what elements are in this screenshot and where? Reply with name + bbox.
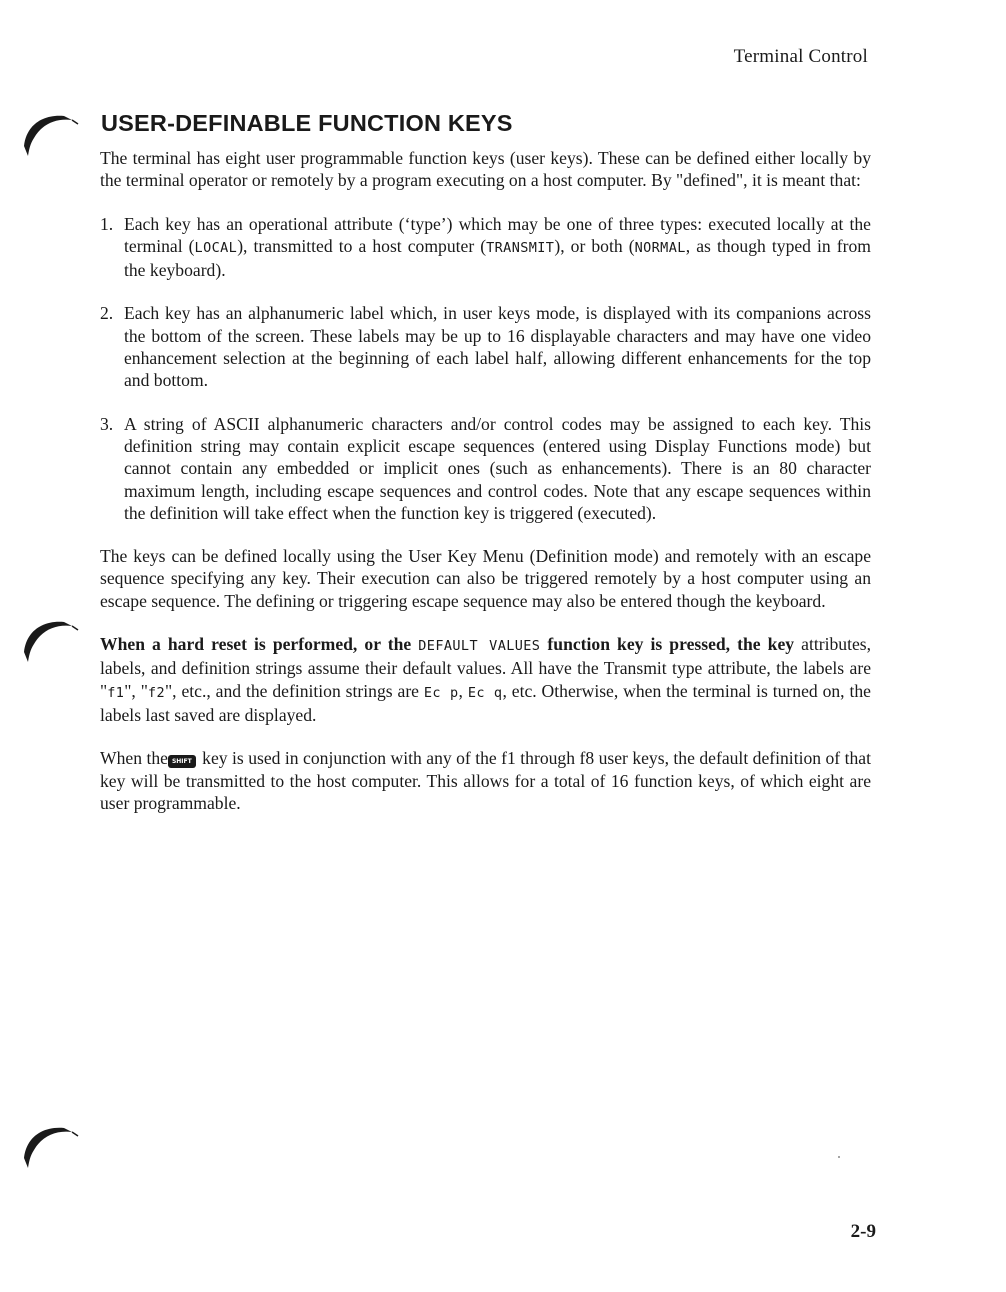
reset-paragraph [100,633,871,726]
code-transmit: TRANSMIT [486,239,555,256]
punch-hole-mark-middle [20,614,80,674]
list-item-text: ), transmitted to a host computer ( [237,235,487,256]
code-ec-p: Ec p [423,684,459,701]
reset-bold-text: When a hard reset is performed, or the [100,634,412,655]
reset-text: , [458,680,468,701]
shift-text: When the [100,748,168,769]
list-item-text: Each key has an operational attribute (‘type’) which may be one of three types: executed locally at the terminal ( [124,213,871,256]
list-item [100,302,871,391]
running-header: Terminal Control [733,46,868,67]
punch-hole-mark-bottom [20,1120,80,1180]
list-item [100,213,871,282]
list-item-text: Each key has an alphanumeric label which, in user keys mode, is displayed with its companions across the bottom of the screen. These labels may be up to 16 displayable characters and may have one video enhancement selection at the beginning of each label half, allowing different enhancements for the top and bottom. [124,303,871,391]
shift-text: key is used in conjunction with any of the f1 through f8 user keys, the default definition of that key will be transmitted to the host computer. This allows for a total of 16 function keys, of which eight are user programmable. [100,748,871,813]
list-item [100,413,871,524]
list-item-text: A string of ASCII alphanumeric characters and/or control codes may be assigned to each key. This definition string may contain explicit escape sequences (entered using Display Functions mode) but cannot contain any embedded or implicit ones (such as enhancements). There is an 80 character maximum length, including escape sequences and control codes. Note that any escape sequences within the definition will take effect when the function key is triggered (executed). [124,413,871,523]
list-number: 2. [100,303,114,324]
reset-text: ", etc., and the definition strings are [164,680,424,701]
section-title: USER-DEFINABLE FUNCTION KEYS [101,110,513,136]
list-item-text: , as though typed in from the keyboard). [124,235,871,281]
reset-bold-text: function key is pressed, the key [547,634,795,655]
code-f2: f2 [147,684,165,701]
code-local: LOCAL [194,239,238,256]
code-default-values: DEFAULT VALUES [418,638,541,655]
code-f1: f1 [107,684,125,701]
reset-text: attributes, labels, and definition strings assume their default values. All have the Transmit type attribute, the labels are " [100,634,872,701]
shift-key-icon: SHIFT [168,755,196,768]
intro-paragraph: The terminal has eight user programmable function keys (user keys). These can be defined either locally by the terminal operator or remotely by a program executing on a host computer. By "defined", it is meant that: [100,148,871,191]
code-ec-q: Ec q [467,684,503,701]
list-number: 1. [100,213,114,234]
margin-speck [838,1156,840,1158]
defining-paragraph: The keys can be defined locally using the User Key Menu (Definition mode) and remotely with an escape sequence specifying any key. Their execution can also be triggered remotely by a host computer using an escape sequence. The defining or triggering escape sequence may also be entered though the keyboard. [100,546,871,611]
punch-hole-mark-top [20,108,80,168]
reset-text: ", " [124,680,148,701]
shift-paragraph [100,747,871,814]
reset-text: , etc. Otherwise, when the terminal is turned on, the labels last saved are displayed. [100,680,871,725]
definition-list [100,213,871,525]
code-normal: NORMAL [634,239,686,256]
list-item-text: ), or both ( [554,235,635,256]
page-number: 2-9 [850,1221,876,1242]
list-number: 3. [100,413,114,434]
body-text [100,147,871,835]
